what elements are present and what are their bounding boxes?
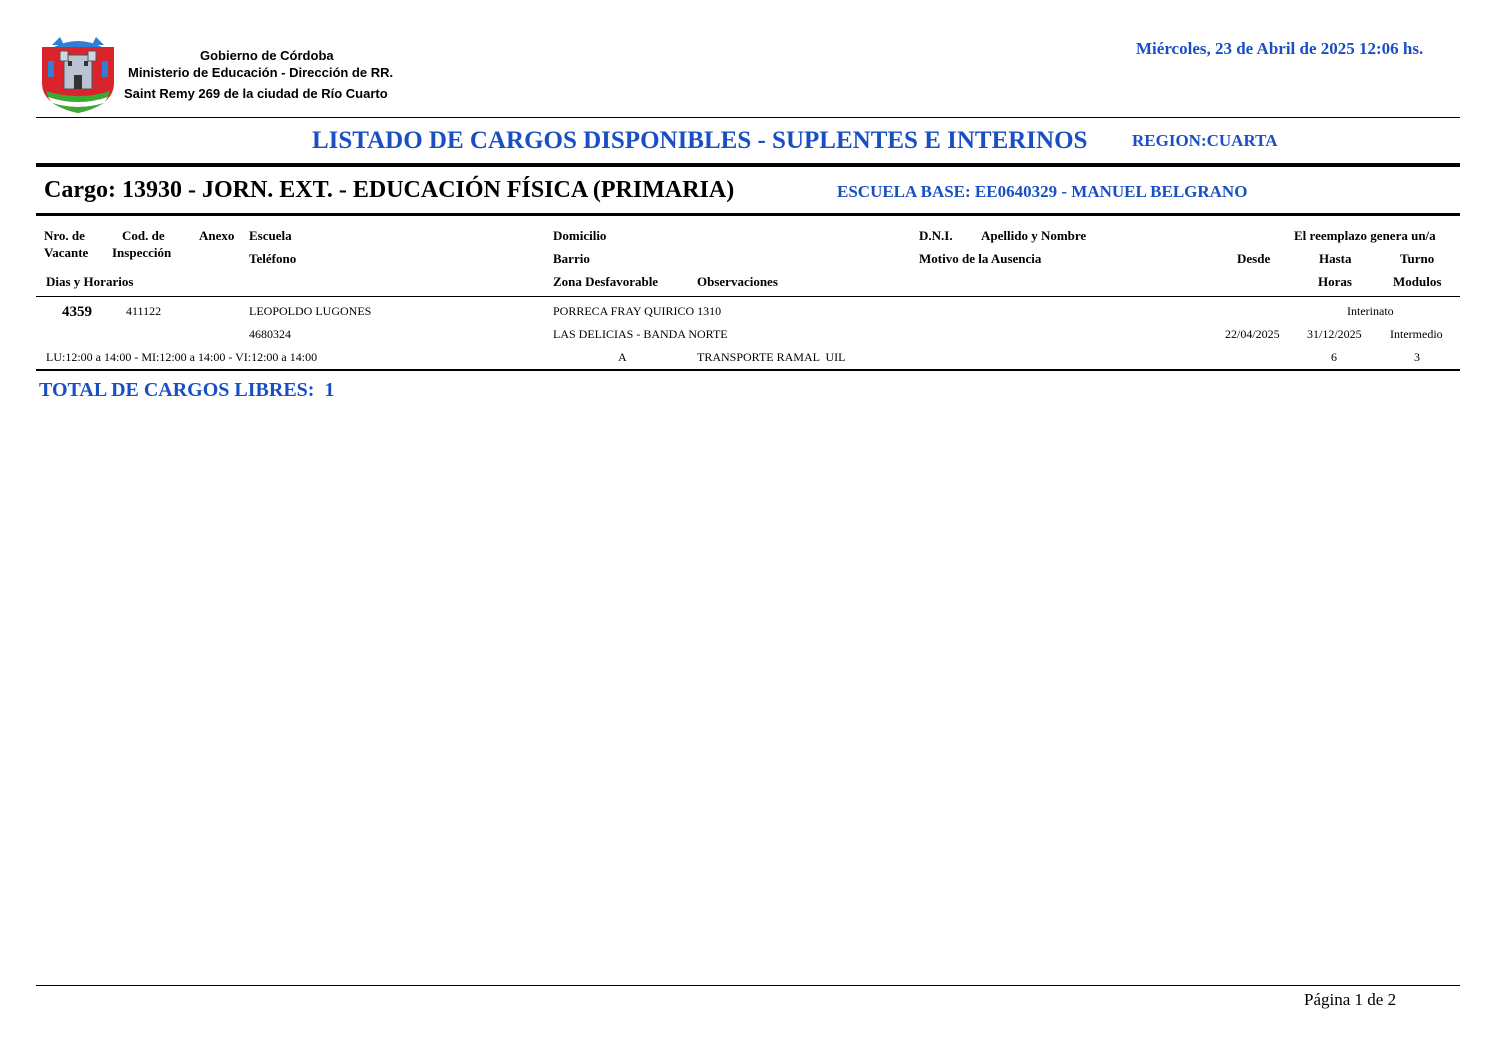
region-label: REGION:CUARTA: [1132, 131, 1278, 150]
row-zona: A: [618, 350, 627, 364]
col-turno: Turno: [1400, 251, 1435, 266]
cordoba-coat-of-arms-icon: [38, 35, 118, 115]
col-reemplazo: El reemplazo genera un/a: [1294, 228, 1436, 243]
col-nro: Nro. de: [44, 228, 85, 243]
cargo-label: Cargo: 13930 - JORN. EXT. - EDUCACIÓN FÍSICA (PRIMARIA): [44, 177, 735, 203]
col-inspeccion: Inspección: [112, 245, 172, 260]
col-escuela: Escuela: [249, 228, 292, 243]
col-horas: Horas: [1318, 274, 1352, 289]
row-inspeccion: 411122: [126, 304, 162, 318]
row-telefono: 4680324: [249, 327, 291, 341]
col-hasta: Hasta: [1319, 251, 1352, 266]
col-desde: Desde: [1237, 251, 1271, 266]
col-dias: Dias y Horarios: [46, 274, 134, 289]
row-horas: 6: [1331, 350, 1337, 364]
col-dni: D.N.I.: [919, 228, 953, 243]
row-vacante: 4359: [62, 304, 92, 320]
col-zona: Zona Desfavorable: [553, 274, 659, 289]
col-observaciones: Observaciones: [697, 274, 778, 289]
row-desde: 22/04/2025: [1225, 327, 1280, 341]
row-modulos: 3: [1414, 350, 1420, 364]
col-domicilio: Domicilio: [553, 228, 607, 243]
cargo-divider: [36, 213, 1460, 216]
government-name: Gobierno de Córdoba: [200, 48, 334, 63]
row-reemplazo: Interinato: [1347, 304, 1394, 318]
row-dias: LU:12:00 a 14:00 - MI:12:00 a 14:00 - VI:12:00 a 14:00: [46, 350, 318, 364]
col-barrio: Barrio: [553, 251, 590, 266]
row-hasta: 31/12/2025: [1307, 327, 1362, 341]
page-number: Página 1 de 2: [1304, 990, 1397, 1009]
table-bottom-divider: [36, 369, 1460, 371]
col-apellido: Apellido y Nombre: [981, 228, 1087, 243]
row-escuela: LEOPOLDO LUGONES: [249, 304, 372, 318]
title-divider: [36, 163, 1460, 167]
ministry-name: Ministerio de Educación - Dirección de RR.: [128, 65, 394, 80]
col-modulos: Modulos: [1393, 274, 1442, 289]
col-telefono: Teléfono: [249, 251, 297, 266]
ministry-address: Saint Remy 269 de la ciudad de Río Cuarto: [124, 86, 388, 101]
school-base: ESCUELA BASE: EE0640329 - MANUEL BELGRANO: [837, 182, 1248, 201]
footer-divider: [36, 985, 1460, 986]
col-anexo: Anexo: [199, 228, 235, 243]
col-vacante: Vacante: [44, 245, 89, 260]
row-barrio: LAS DELICIAS - BANDA NORTE: [553, 327, 728, 341]
table-header-divider: [36, 296, 1460, 297]
col-motivo: Motivo de la Ausencia: [919, 251, 1042, 266]
row-domicilio: PORRECA FRAY QUIRICO 1310: [553, 304, 722, 318]
row-turno: Intermedio: [1390, 327, 1443, 341]
report-title: LISTADO DE CARGOS DISPONIBLES - SUPLENTES E INTERINOS: [312, 127, 1088, 154]
row-observaciones: TRANSPORTE RAMAL UIL: [697, 350, 846, 364]
total-cargos: TOTAL DE CARGOS LIBRES: 1: [39, 379, 335, 401]
report-datetime: Miércoles, 23 de Abril de 2025 12:06 hs.: [1136, 39, 1424, 58]
col-cod: Cod. de: [122, 228, 165, 243]
header-divider: [36, 117, 1460, 118]
